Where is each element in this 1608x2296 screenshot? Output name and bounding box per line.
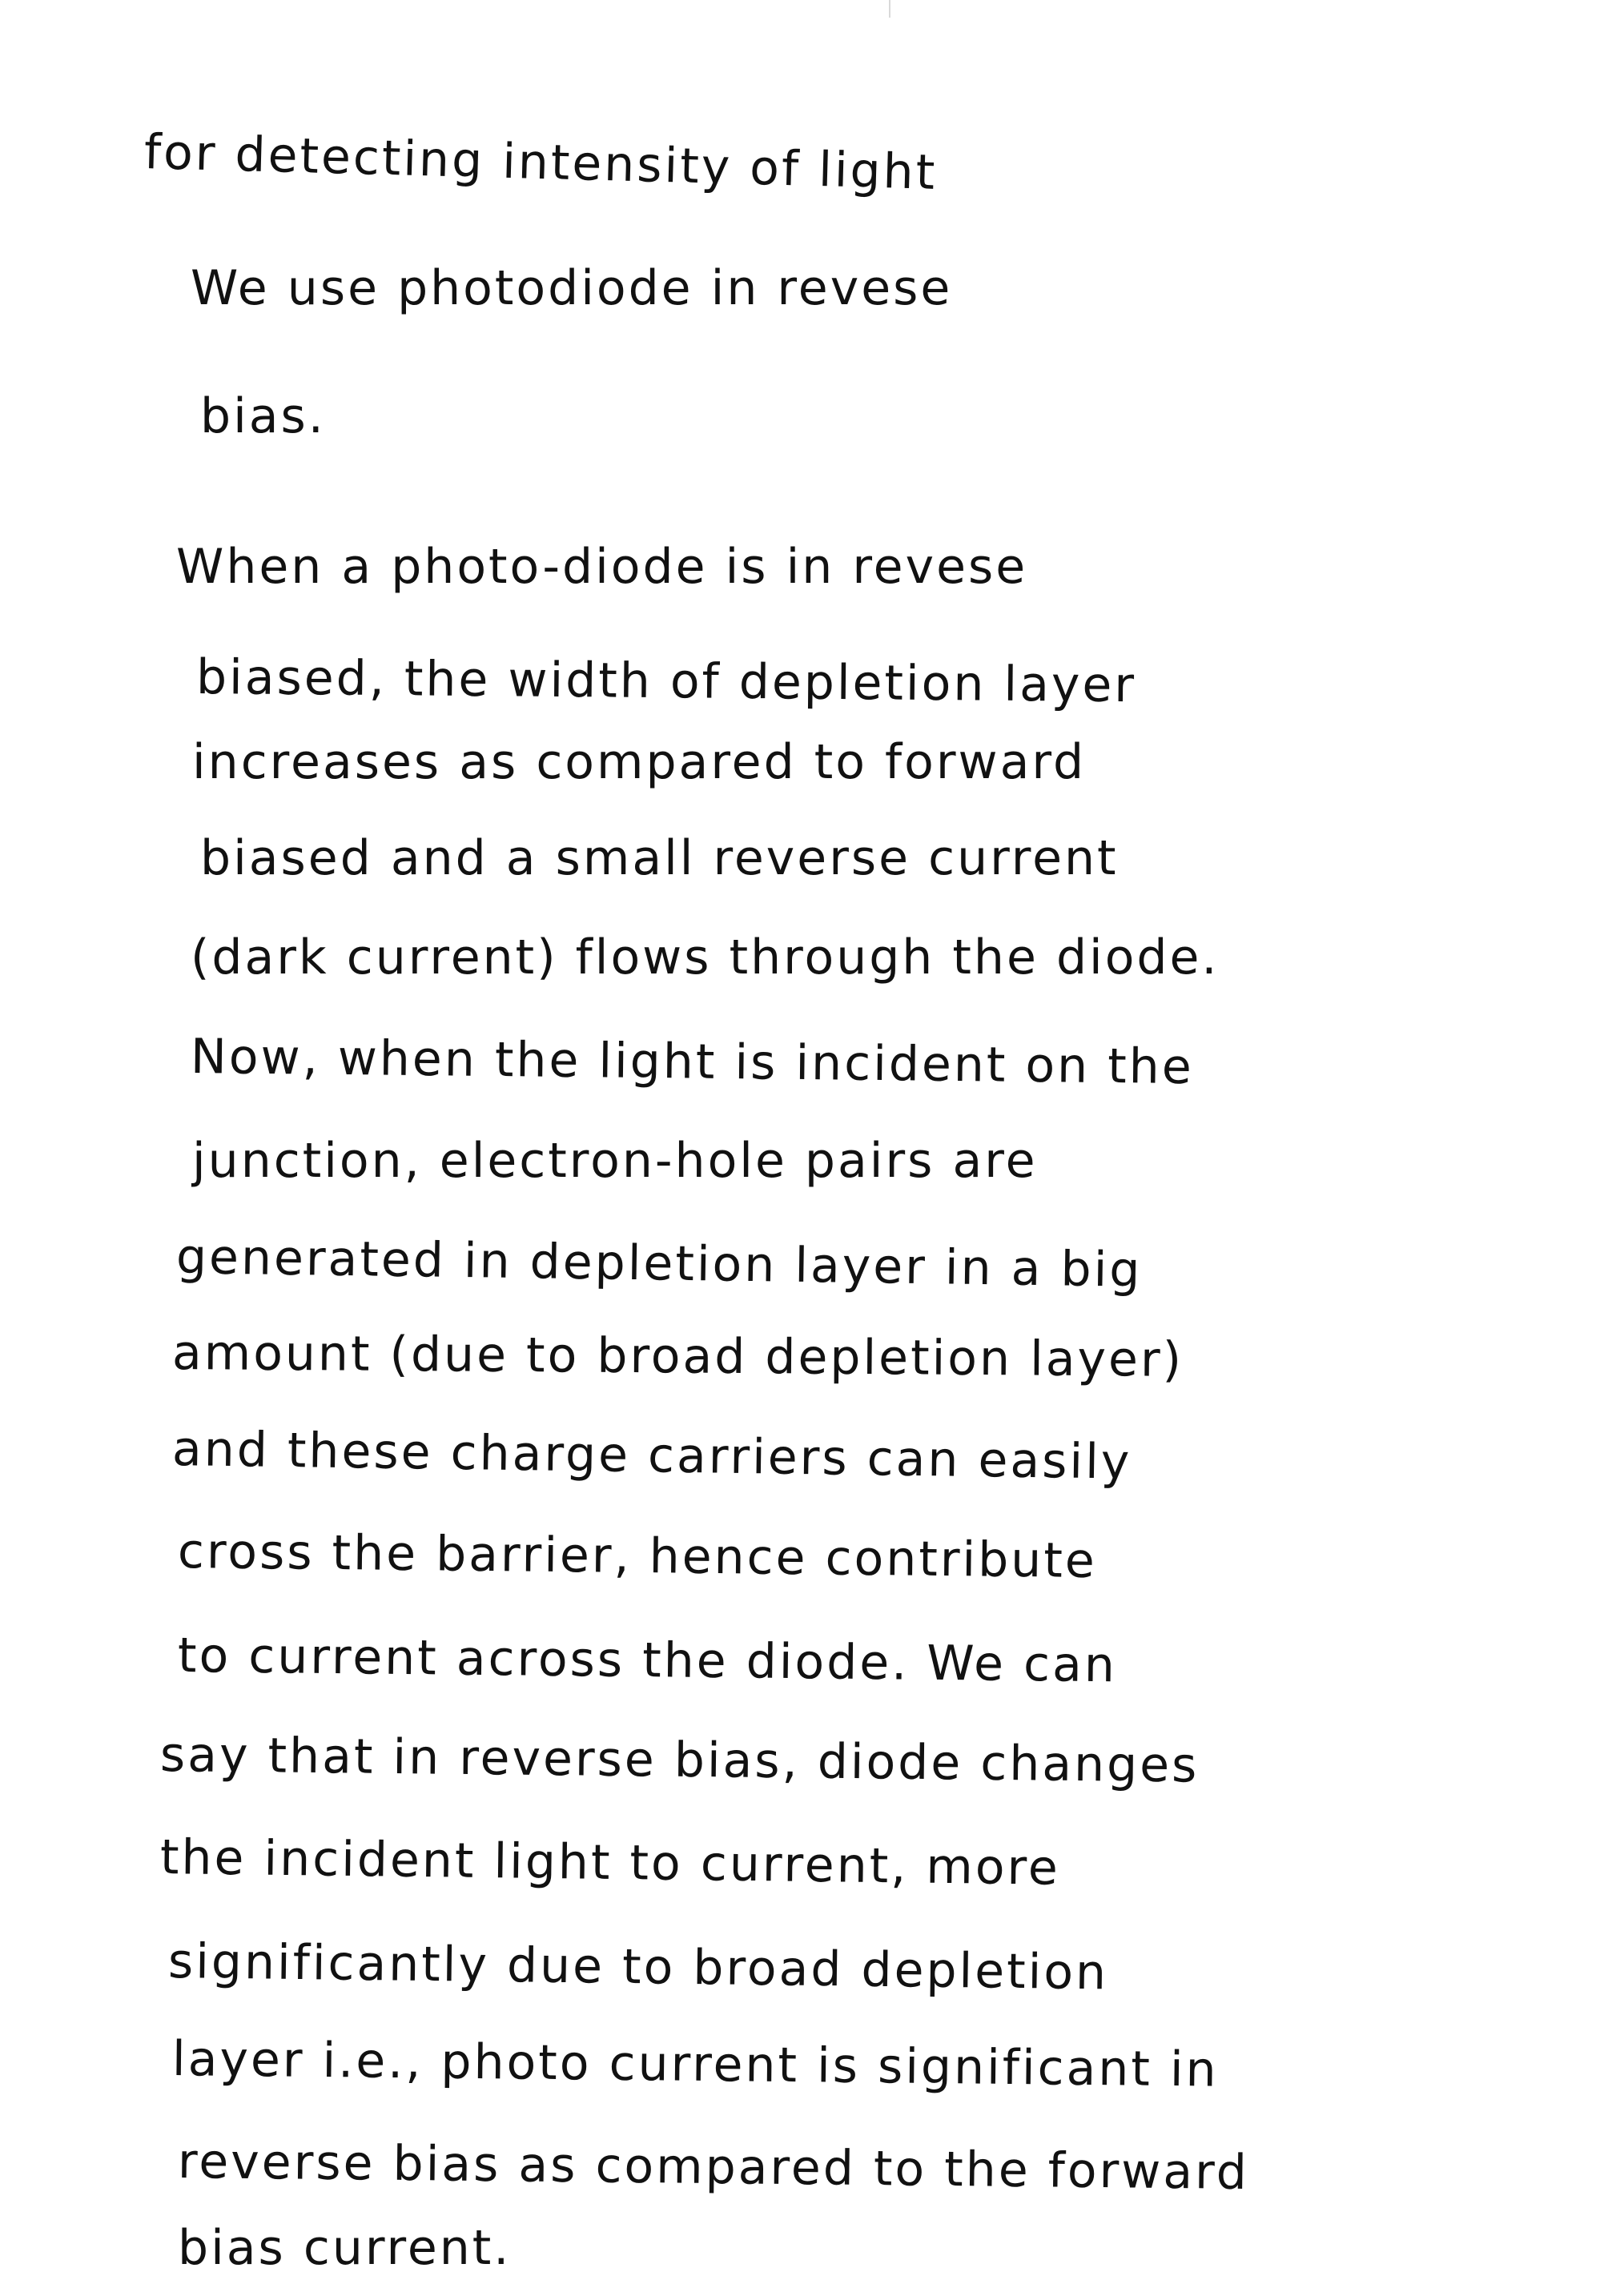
text-line: for detecting intensity of light [143,124,939,201]
page-fold-mark [889,0,890,18]
text-line: significantly due to broad depletion [167,1933,1109,2001]
text-line: bias current. [178,2220,512,2276]
text-line: layer i.e., photo current is significant in [171,2031,1220,2098]
text-line: the incident light to current, more [159,1829,1061,1897]
text-line: cross the barrier, hence contribute [177,1523,1098,1590]
text-line: say that in reverse bias, diode changes [159,1727,1200,1794]
text-line: (dark current) flows through the diode. [191,929,1220,985]
text-line: to current across the diode. We can [177,1628,1118,1694]
text-line: We use photodiode in revese [191,260,953,316]
text-line: reverse bias as compared to the forward [177,2133,1250,2202]
text-line: biased, the width of depletion layer [195,649,1137,714]
text-line: and these charge carriers can easily [171,1421,1132,1491]
text-line: Now, when the light is incident on the [190,1029,1195,1096]
text-line: generated in depletion layer in a big [175,1229,1143,1299]
text-line: When a photo-diode is in revese [176,539,1028,595]
text-line: junction, electron-hole pairs are [192,1133,1038,1189]
text-line: bias. [200,388,326,444]
text-line: biased and a small reverse current [200,830,1119,886]
text-line: amount (due to broad depletion layer) [171,1325,1184,1388]
text-line: increases as compared to forward [192,734,1087,790]
